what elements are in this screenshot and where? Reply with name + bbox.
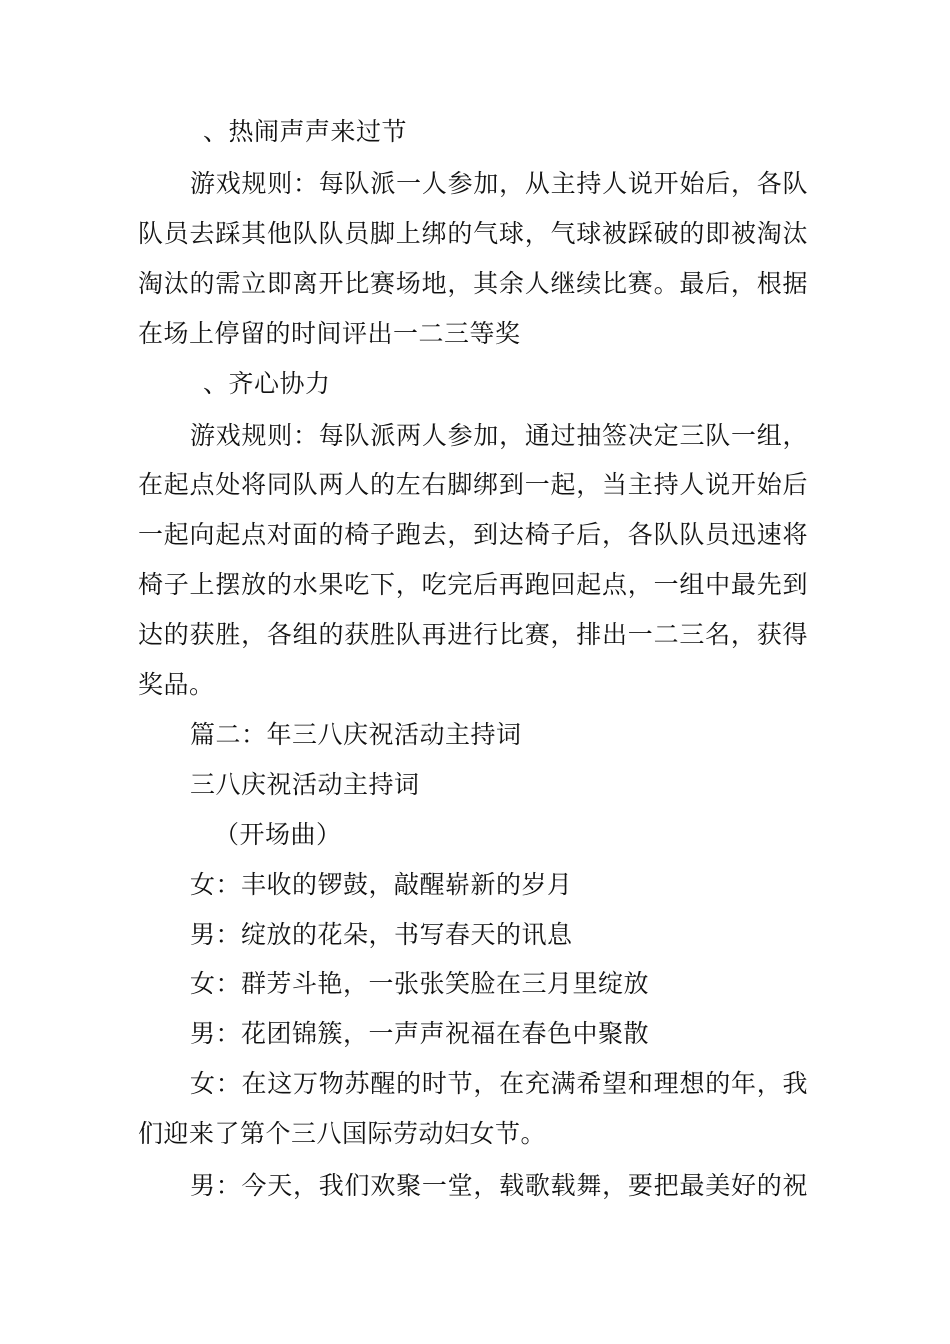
dialogue-line: 男：花团锦簇，一声声祝福在春色中聚散 [190, 1019, 650, 1048]
paragraph-line: 奖品。 [138, 670, 215, 699]
paragraph-line: 游戏规则：每队派两人参加，通过抽签决定三队一组， [190, 421, 808, 450]
paragraph-line: 椅子上摆放的水果吃下，吃完后再跑回起点，一组中最先到 [138, 570, 808, 599]
dialogue-line: 男：绽放的花朵，书写春天的讯息 [190, 920, 573, 949]
paragraph-line: 在场上停留的时间评出一二三等奖 [138, 319, 521, 348]
stage-direction: （开场曲） [214, 820, 342, 849]
dialogue-line: 女：在这万物苏醒的时节，在充满希望和理想的年，我 [190, 1069, 808, 1098]
paragraph-line: 游戏规则：每队派一人参加，从主持人说开始后，各队 [190, 169, 808, 198]
dialogue-line: 们迎来了第个三八国际劳动妇女节。 [138, 1119, 547, 1148]
paragraph-line: 在起点处将同队两人的左右脚绑到一起，当主持人说开始后 [138, 470, 808, 499]
dialogue-line: 女：群芳斗艳，一张张笑脸在三月里绽放 [190, 969, 650, 998]
paragraph-line: 达的获胜，各组的获胜队再进行比赛，排出一二三名，获得 [138, 620, 808, 649]
paragraph-line: 淘汰的需立即离开比赛场地，其余人继续比赛。最后，根据 [138, 269, 808, 298]
dialogue-line: 女：丰收的锣鼓，敲醒崭新的岁月 [190, 870, 573, 899]
chapter-title: 篇二：年三八庆祝活动主持词 [190, 720, 522, 749]
section-heading-2: 、齐心协力 [203, 369, 331, 398]
section-heading-1: 、热闹声声来过节 [203, 117, 408, 146]
paragraph-line: 队员去踩其他队队员脚上绑的气球，气球被踩破的即被淘汰 [138, 219, 808, 248]
script-title: 三八庆祝活动主持词 [190, 770, 420, 799]
paragraph-line: 一起向起点对面的椅子跑去，到达椅子后，各队队员迅速将 [138, 520, 808, 549]
dialogue-line: 男：今天，我们欢聚一堂，载歌载舞，要把最美好的祝 [190, 1171, 808, 1200]
